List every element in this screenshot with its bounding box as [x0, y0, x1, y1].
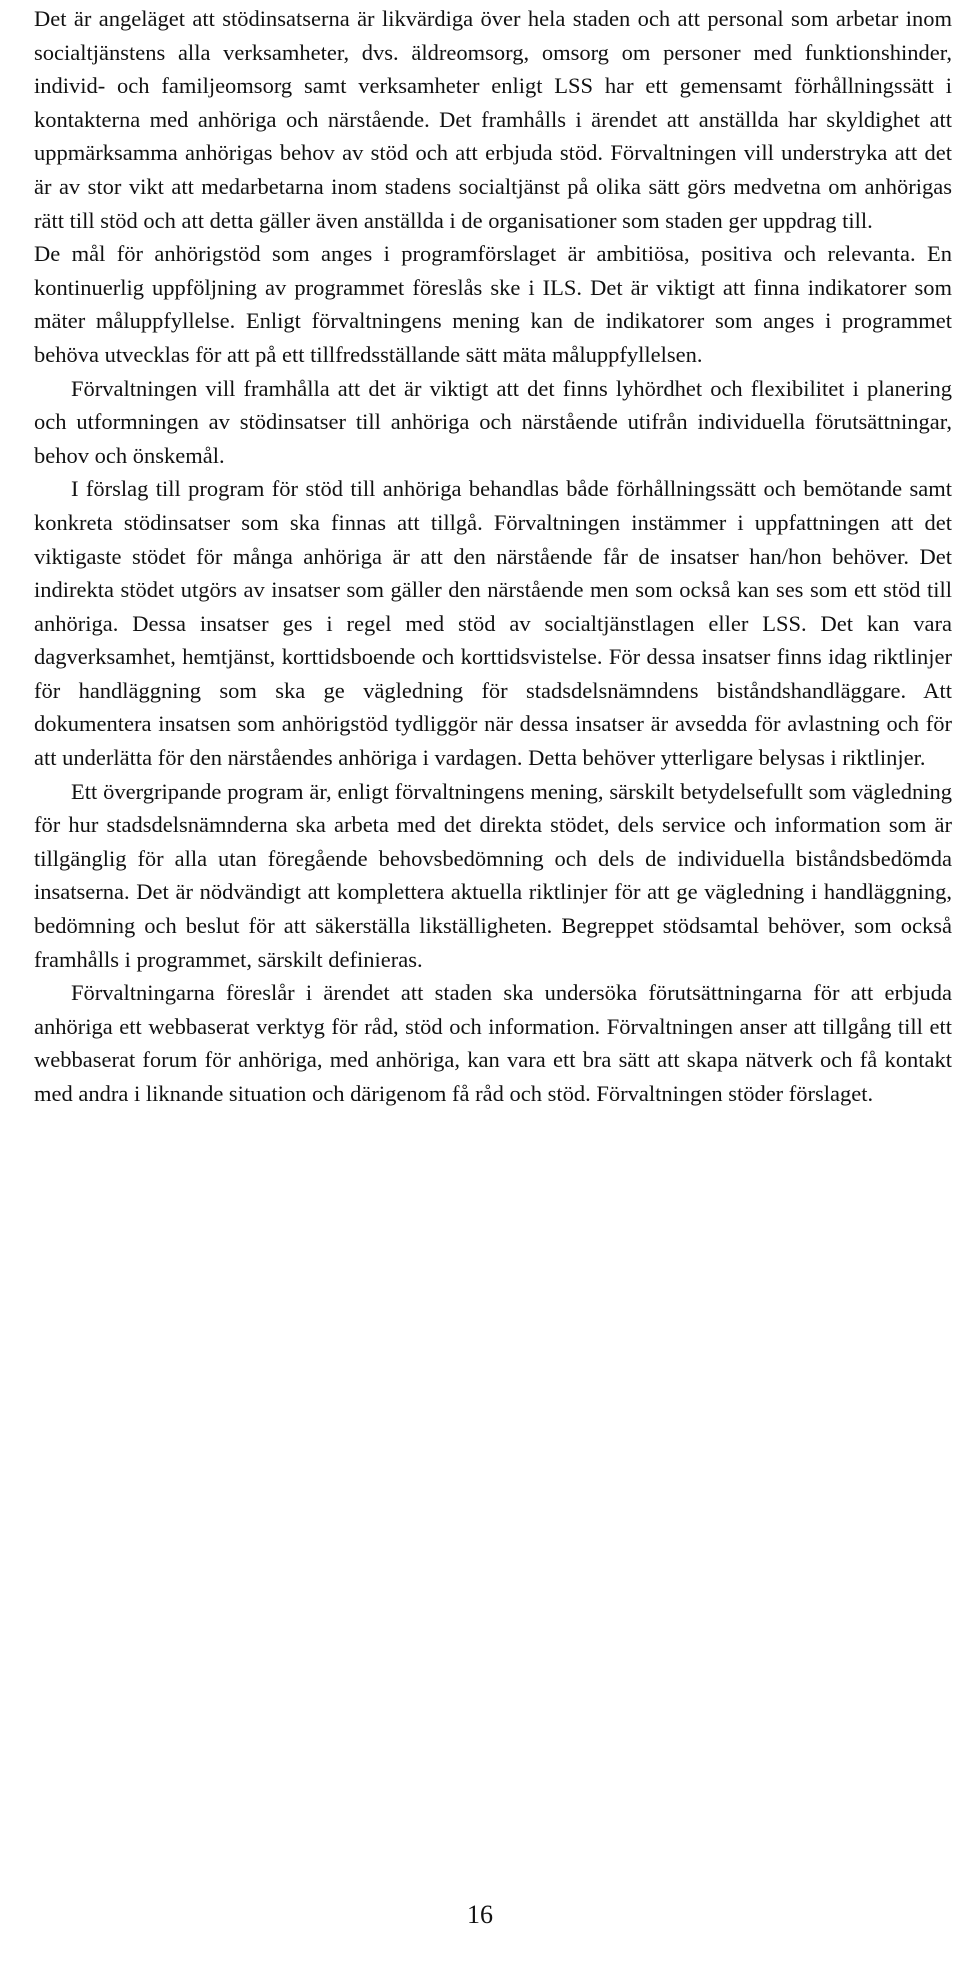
paragraph-2: De mål för anhörigstöd som anges i programförslaget är ambitiösa, positiva och relevanta. En kontinuerlig uppföljning av programmet föreslås ske i ILS. Det är viktigt att finna indikatorer som mäter måluppfyllelse. Enligt förvaltningens mening kan de indikatorer som anges i programmet behöva utvecklas för att på ett tillfredsställande sätt mäta måluppfyllelsen. — [34, 241, 952, 367]
paragraph-6: Förvaltningarna föreslår i ärendet att staden ska undersöka förutsättningarna för att erbjuda anhöriga ett webbaserat verktyg för råd, stöd och information. Förvaltningen anser att tillgång till ett webbaserat forum för anhöriga, med anhöriga, kan vara ett bra sätt att skapa nätverk och få kontakt med andra i liknande situation och därigenom få råd och stöd. Förvaltningen stöder förslaget. — [34, 980, 952, 1106]
paragraph-4: I förslag till program för stöd till anhöriga behandlas både förhållningssätt och bemötande samt konkreta stödinsatser som ska finnas att tillgå. Förvaltningen instämmer i uppfattningen att det viktigaste stödet för många anhöriga är att den närstående får de insatser han/hon behöver. Det indirekta stödet utgörs av insatser som gäller den närstående men som också kan ses som ett stöd till anhöriga. Dessa insatser ges i regel med stöd av socialtjänstlagen eller LSS. Det kan vara dagverksamhet, hemtjänst, korttidsboende och korttidsvistelse. För dessa insatser finns idag riktlinjer för handläggning som ska ge vägledning för stadsdelsnämndens biståndshandläggare. Att dokumentera insatsen som anhörigstöd tydliggör när dessa insatser är avsedda för avlastning och för att underlätta för den närståendes anhöriga i vardagen. Detta behöver ytterligare belysas i riktlinjer. — [34, 476, 952, 771]
paragraph-3: Förvaltningen vill framhålla att det är viktigt att det finns lyhördhet och flexibilitet i planering och utformningen av stödinsatser till anhöriga och närstående utifrån individuella förutsättningar, behov och önskemål. — [34, 375, 952, 468]
paragraph-5: Ett övergripande program är, enligt förvaltningens mening, särskilt betydelsefullt som vägledning för hur stadsdelsnämnderna ska arbeta med det direkta stödet, dels service och information som är tillgänglig för alla utan föregående behovsbedömning och dels de individuella biståndsbedömda insatserna. Det är nödvändigt att komplettera aktuella riktlinjer för att ge vägledning i handläggning, bedömning och beslut för att säkerställa likställigheten. Begreppet stödsamtal behöver, som också framhålls i programmet, särskilt definieras. — [34, 778, 952, 972]
paragraph-1: Det är angeläget att stödinsatserna är likvärdiga över hela staden och att personal som arbetar inom socialtjänstens alla verksamheter, dvs. äldreomsorg, omsorg om personer med funktionshinder, individ- och familjeomsorg samt verksamheter enligt LSS har ett gemensamt förhållningssätt i kontakterna med anhöriga och närstående. Det framhålls i ärendet att anställda har skyldighet att uppmärksamma anhörigas behov av stöd och att erbjuda stöd. Förvaltningen vill understryka att det är av stor vikt att medarbetarna inom stadens socialtjänst på olika sätt görs medvetna om anhörigas rätt till stöd och att detta gäller även anställda i de organisationer som staden ger uppdrag till. — [34, 6, 952, 233]
document-body — [34, 2, 952, 1111]
page-number: 16 — [467, 1900, 493, 1929]
